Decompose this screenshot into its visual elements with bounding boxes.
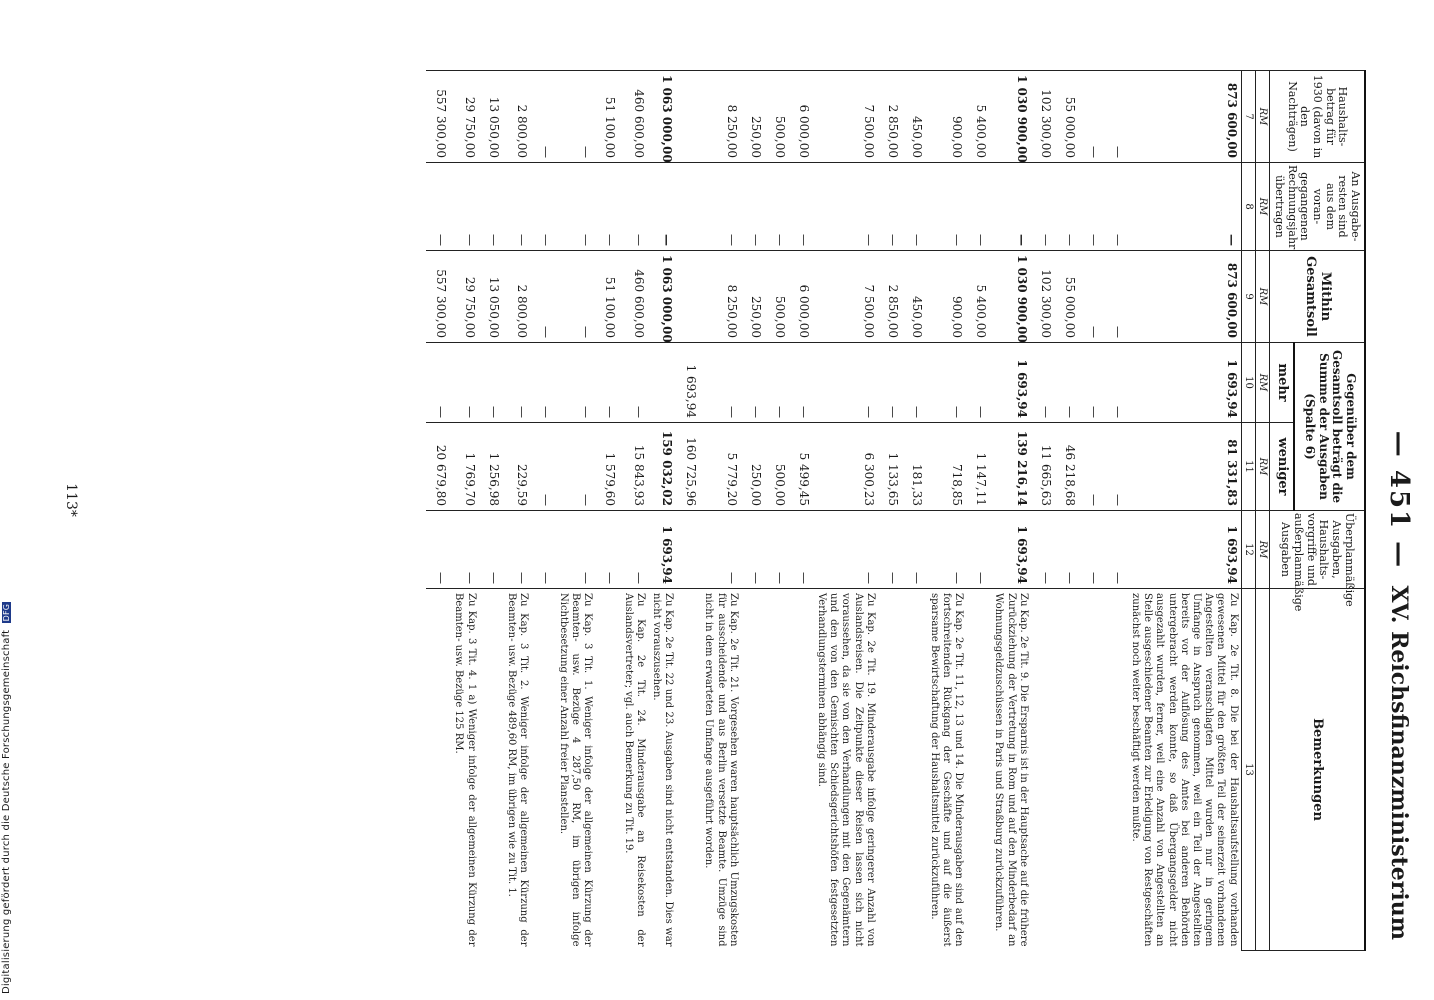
- cell-c10: —: [531, 343, 555, 423]
- cell-c9: 13 050,00: [479, 251, 503, 343]
- cell-c8: —: [990, 163, 1031, 251]
- remark-cell: [595, 589, 619, 951]
- cell-c9: 873 600,00: [1127, 251, 1241, 343]
- remark-cell: Zu Kap. 3 Tit. 4. 1 a) Weniger infolge der allgemeinen Kürzung der Beamten- usw. Bezüge 125 RM.: [450, 589, 478, 951]
- cell-c8: —: [450, 163, 478, 251]
- cell-c8: —: [619, 163, 647, 251]
- cell-c9: 2 850,00: [878, 251, 902, 343]
- cell-c12: —: [902, 511, 926, 589]
- cell-c9: 460 600,00: [619, 251, 647, 343]
- cell-c8: [676, 163, 700, 251]
- remark-cell: [902, 589, 926, 951]
- cell-c9: 1 030 900,00: [990, 251, 1031, 343]
- table-row: [555, 71, 596, 951]
- remark-cell: Zu Kap. 2e Tit. 19. Minderausgabe infolge geringerer Anzahl von Auslandsreisen. Die Zeitpunkte dieser Reisen lassen sich nicht voraussehen, da sie von den Verhandlungen mit den Gegenämtern und den von den Gemischten Schiedsgerichtshöfen festgesetzten Verhandlungsterminen abhängig sind.: [813, 589, 878, 951]
- cell-c10: —: [619, 343, 647, 423]
- cell-c12: —: [1031, 511, 1055, 589]
- cell-c11: 1 579,60: [595, 423, 619, 511]
- table-row: [595, 71, 619, 951]
- cell-c11: 229,59: [503, 423, 531, 511]
- cell-c11: 6 300,23: [813, 423, 878, 511]
- col-number: 11: [1241, 423, 1255, 511]
- remark-cell: Zu Kap. 2e Tit. 24. Minderausgabe an Reisekosten der Auslandsvertreter; vgl. auch Bemerkung zu Tit. 19.: [619, 589, 647, 951]
- remark-cell: Zu Kap. 2e Tit. 9. Die Ersparnis ist in der Hauptsache auf die frühere Zurückziehung der Vertretung in Rom und auf den Minderbedarf an Wohnungsgeldzuschüssen in Paris und Straßburg zurückzuführen.: [990, 589, 1031, 951]
- cell-c8: —: [1055, 163, 1079, 251]
- table-row: [648, 71, 676, 951]
- remark-cell: [1055, 589, 1079, 951]
- remark-cell: Zu Kap. 2e Tit. 8. Die bei der Haushaltsaufstellung vorhanden gewesenen Mittel für den größten Teil der seinerzeit vorhandenen Angestellten veranschlagten Mittel wurden nur in geringem Umfange in Anspruch genommen, weil ein Teil der Angestellten bereits vor der Auflösung des Amtes bei anderen Behörden untergebracht werden konnte, so daß Übergangsgelder nicht ausgezahlt wurden, ferner, weil eine Anzahl von Angestellten an Stelle ausgeschiedener Beamten zur Erledigung von Restgeschäften zunächst noch weiter beschäftigt werden mußte.: [1127, 589, 1241, 951]
- cell-c10: —: [426, 343, 450, 423]
- cell-c11: 250,00: [741, 423, 765, 511]
- cell-c12: —: [789, 511, 813, 589]
- cell-c10: 1 693,94: [990, 343, 1031, 423]
- cell-c11: 11 665,63: [1031, 423, 1055, 511]
- cell-c9: 450,00: [902, 251, 926, 343]
- cell-c7: 500,00: [765, 71, 789, 163]
- cell-c9: 6 000,00: [789, 251, 813, 343]
- cell-c7: 250,00: [741, 71, 765, 163]
- table-row: [1055, 71, 1079, 951]
- cell-c10: —: [813, 343, 878, 423]
- cell-c10: 1 693,94: [1127, 343, 1241, 423]
- table-row: [926, 71, 967, 951]
- cell-c10: —: [700, 343, 741, 423]
- cell-c10: —: [1031, 343, 1055, 423]
- unit-cell: RM: [1255, 251, 1269, 343]
- cell-c7: 557 300,00: [426, 71, 450, 163]
- cell-c9: 55 000,00: [1055, 251, 1079, 343]
- cell-c7: [676, 71, 700, 163]
- unit-cell-empty: [1255, 589, 1269, 951]
- cell-c7: —: [555, 71, 596, 163]
- cell-c9: 500,00: [765, 251, 789, 343]
- cell-c11: 181,33: [902, 423, 926, 511]
- cell-c12: —: [765, 511, 789, 589]
- table-row: [503, 71, 531, 951]
- col-13-header: Bemerkungen: [1269, 589, 1365, 951]
- cell-c7: 8 250,00: [700, 71, 741, 163]
- cell-c8: —: [595, 163, 619, 251]
- cell-c9: —: [1079, 251, 1103, 343]
- cell-c11: —: [555, 423, 596, 511]
- table-row: [966, 71, 990, 951]
- cell-c7: —: [531, 71, 555, 163]
- cell-c12: 1 693,94: [648, 511, 676, 589]
- cell-c8: —: [878, 163, 902, 251]
- cell-c12: —: [619, 511, 647, 589]
- cell-c12: —: [426, 511, 450, 589]
- unit-cell: RM: [1255, 423, 1269, 511]
- col-12-header: Überplanmäßige Ausgaben, Haushalts-vorgriffe und außerplanmäßige Ausgaben: [1269, 511, 1365, 589]
- cell-c11: 81 331,83: [1127, 423, 1241, 511]
- cell-c9: 900,00: [926, 251, 967, 343]
- cell-c12: —: [450, 511, 478, 589]
- cell-c12: [676, 511, 700, 589]
- cell-c8: —: [479, 163, 503, 251]
- cell-c12: —: [1103, 511, 1127, 589]
- col-number: 7: [1241, 71, 1255, 163]
- cell-c7: —: [1079, 71, 1103, 163]
- cell-c8: —: [1103, 163, 1127, 251]
- side-attribution: [0, 0, 26, 1000]
- cell-c9: 102 300,00: [1031, 251, 1055, 343]
- cell-c8: —: [765, 163, 789, 251]
- col-9-header: Mithin Gesamtsoll: [1269, 251, 1365, 343]
- cell-c11: —: [1079, 423, 1103, 511]
- cell-c11: 718,85: [926, 423, 967, 511]
- cell-c10: —: [926, 343, 967, 423]
- cell-c8: —: [1079, 163, 1103, 251]
- header-row: [1294, 71, 1365, 951]
- table-row: [479, 71, 503, 951]
- cell-c11: 5 499,45: [789, 423, 813, 511]
- cell-c11: —: [1103, 423, 1127, 511]
- cell-c11: 1 769,70: [450, 423, 478, 511]
- table-row: [676, 71, 700, 951]
- cell-c11: 1 256,98: [479, 423, 503, 511]
- cell-c10: —: [555, 343, 596, 423]
- col-11-header: weniger: [1269, 423, 1294, 511]
- remark-cell: [531, 589, 555, 951]
- cell-c8: —: [902, 163, 926, 251]
- cell-c9: —: [555, 251, 596, 343]
- cell-c11: 160 725,96: [676, 423, 700, 511]
- remark-cell: Zu Kap. 2e Tit. 21. Vorgesehen waren hauptsächlich Umzugskosten für ausscheidende und aus Berlin versetzte Beamte. Umzüge sind nicht in dem erwarteten Umfange ausgeführt worden.: [700, 589, 741, 951]
- remark-cell: Zu Kap. 2e Tit. 22 und 23. Ausgaben sind nicht entstanden. Dies war nicht vorauszusehen.: [648, 589, 676, 951]
- remark-cell: [789, 589, 813, 951]
- cell-c7: —: [1103, 71, 1127, 163]
- col-10-header: mehr: [1269, 343, 1294, 423]
- cell-c7: 460 600,00: [619, 71, 647, 163]
- cell-c12: —: [531, 511, 555, 589]
- cell-c10: —: [1055, 343, 1079, 423]
- table-row: [619, 71, 647, 951]
- cell-c10: —: [479, 343, 503, 423]
- cell-c7: 2 800,00: [503, 71, 531, 163]
- cell-c11: —: [531, 423, 555, 511]
- cell-c11: 20 679,80: [426, 423, 450, 511]
- table-row: [990, 71, 1031, 951]
- col-8-header: An Ausgabe-resten sind aus dem voran-gegangenen Rechnungsjahr übertragen: [1269, 163, 1365, 251]
- cell-c9: 2 800,00: [503, 251, 531, 343]
- dfg-logo: DFG: [2, 603, 11, 622]
- table-row: [789, 71, 813, 951]
- table-row: [878, 71, 902, 951]
- cell-c7: 873 600,00: [1127, 71, 1241, 163]
- cell-c10: —: [902, 343, 926, 423]
- cell-c7: 900,00: [926, 71, 967, 163]
- col-number: 8: [1241, 163, 1255, 251]
- remark-cell: [878, 589, 902, 951]
- cell-c10: —: [595, 343, 619, 423]
- unit-row: [1255, 71, 1269, 951]
- remark-cell: [1079, 589, 1103, 951]
- remark-cell: [1103, 589, 1127, 951]
- running-head: XV. Reichsfinanzministerium: [1386, 585, 1412, 940]
- cell-c10: —: [878, 343, 902, 423]
- cell-c12: —: [700, 511, 741, 589]
- table-row: [700, 71, 741, 951]
- cell-c9: 5 400,00: [966, 251, 990, 343]
- cell-c9: —: [1103, 251, 1127, 343]
- cell-c12: —: [479, 511, 503, 589]
- cell-c10: —: [765, 343, 789, 423]
- cell-c10: —: [503, 343, 531, 423]
- cell-c7: 1 063 000,00: [648, 71, 676, 163]
- cell-c12: —: [813, 511, 878, 589]
- cell-c12: —: [741, 511, 765, 589]
- page-number: — 451 —: [1384, 430, 1414, 570]
- cell-c12: —: [966, 511, 990, 589]
- cell-c11: 46 218,68: [1055, 423, 1079, 511]
- unit-cell: RM: [1255, 71, 1269, 163]
- cell-c9: 8 250,00: [700, 251, 741, 343]
- cell-c9: —: [531, 251, 555, 343]
- cell-c7: 51 100,00: [595, 71, 619, 163]
- cell-c9: 7 500,00: [813, 251, 878, 343]
- cell-c11: 159 032,02: [648, 423, 676, 511]
- cell-c12: 1 693,94: [1127, 511, 1241, 589]
- attribution-text: Digitalisierung gefördert durch die Deutsche Forschungsgemeinschaft DFG: [1, 603, 12, 994]
- table-row: [741, 71, 765, 951]
- table-row: [1079, 71, 1103, 951]
- page-footer: 113*: [63, 483, 79, 517]
- col-number: 10: [1241, 343, 1255, 423]
- col-7-header: Haushalts-betrag für 1930 (davon in den Nachträgen): [1269, 71, 1365, 163]
- col-number: 12: [1241, 511, 1255, 589]
- remark-cell: [966, 589, 990, 951]
- cell-c7: 1 030 900,00: [990, 71, 1031, 163]
- remark-cell: [1031, 589, 1055, 951]
- unit-cell: RM: [1255, 511, 1269, 589]
- cell-c11: 1 147,11: [966, 423, 990, 511]
- cell-c10: —: [1079, 343, 1103, 423]
- remark-cell: [479, 589, 503, 951]
- col-number: 9: [1241, 251, 1255, 343]
- table-row: [765, 71, 789, 951]
- cell-c7: 13 050,00: [479, 71, 503, 163]
- cell-c9: 250,00: [741, 251, 765, 343]
- remark-cell: [765, 589, 789, 951]
- table-row: [1103, 71, 1127, 951]
- cell-c9: 51 100,00: [595, 251, 619, 343]
- table-row: [531, 71, 555, 951]
- cell-c8: —: [813, 163, 878, 251]
- cell-c12: —: [1055, 511, 1079, 589]
- remark-cell: [676, 589, 700, 951]
- cell-c8: —: [1031, 163, 1055, 251]
- cell-c8: —: [789, 163, 813, 251]
- cell-c10: —: [450, 343, 478, 423]
- cell-c12: —: [555, 511, 596, 589]
- remark-cell: Zu Kap. 3 Tit. 2. Weniger infolge der allgemeinen Kürzung der Beamten- usw. Bezüge 489,60 RM, im übrigen wie zu Tit. 1.: [503, 589, 531, 951]
- cell-c7: 55 000,00: [1055, 71, 1079, 163]
- cell-c12: 1 693,94: [990, 511, 1031, 589]
- unit-cell: RM: [1255, 343, 1269, 423]
- cell-c8: —: [503, 163, 531, 251]
- cell-c12: —: [878, 511, 902, 589]
- table-row: [1127, 71, 1241, 951]
- cell-c9: 557 300,00: [426, 251, 450, 343]
- cell-c8: —: [555, 163, 596, 251]
- cell-c10: 1 693,94: [676, 343, 700, 423]
- budget-table: [426, 70, 1366, 951]
- cell-c7: 29 750,00: [450, 71, 478, 163]
- cell-c10: —: [741, 343, 765, 423]
- cell-c10: —: [966, 343, 990, 423]
- cell-c10: —: [789, 343, 813, 423]
- cell-c11: 15 843,93: [619, 423, 647, 511]
- cell-c11: 139 216,14: [990, 423, 1031, 511]
- cell-c7: 102 300,00: [1031, 71, 1055, 163]
- cell-c7: 7 500,00: [813, 71, 878, 163]
- group-header: Gegenüber dem Gesamtsoll beträgt die Summe der Ausgaben (Spalte 6): [1294, 343, 1365, 511]
- cell-c7: 450,00: [902, 71, 926, 163]
- cell-c10: [648, 343, 676, 423]
- cell-c9: 29 750,00: [450, 251, 478, 343]
- cell-c8: —: [1127, 163, 1241, 251]
- cell-c11: 1 133,65: [878, 423, 902, 511]
- table-body: [426, 71, 1241, 951]
- cell-c11: 500,00: [765, 423, 789, 511]
- remark-cell: Zu Kap. 3 Tit. 1. Weniger infolge der allgemeinen Kürzung der Beamten- usw. Bezüge 4 287,50 RM, im übrigen infolge Nichtbesetzung einer Anzahl freier Planstellen.: [555, 589, 596, 951]
- cell-c8: —: [426, 163, 450, 251]
- cell-c12: —: [503, 511, 531, 589]
- rotated-page: [34, 0, 1434, 1000]
- cell-c9: [676, 251, 700, 343]
- cell-c8: —: [531, 163, 555, 251]
- unit-cell: RM: [1255, 163, 1269, 251]
- cell-c11: 5 779,20: [700, 423, 741, 511]
- col-number: 13: [1241, 589, 1255, 951]
- cell-c12: —: [595, 511, 619, 589]
- remark-cell: Zu Kap. 2e Tit. 11, 12, 13 und 14. Die Minderausgaben sind auf den fortschreitenden Rückgang der Geschäfte und auf die äußerst sparsame Bewirtschaftung der Haushaltsmittel zurückzuführen.: [926, 589, 967, 951]
- table-row: [426, 71, 450, 951]
- remark-cell: [426, 589, 450, 951]
- cell-c7: 2 850,00: [878, 71, 902, 163]
- table-row: [450, 71, 478, 951]
- cell-c8: —: [966, 163, 990, 251]
- table-row: [1031, 71, 1055, 951]
- column-number-row: [1241, 71, 1255, 951]
- cell-c12: —: [1079, 511, 1103, 589]
- cell-c8: —: [741, 163, 765, 251]
- cell-c7: 6 000,00: [789, 71, 813, 163]
- cell-c12: —: [926, 511, 967, 589]
- cell-c8: —: [648, 163, 676, 251]
- cell-c7: 5 400,00: [966, 71, 990, 163]
- table-row: [902, 71, 926, 951]
- remark-cell: [741, 589, 765, 951]
- cell-c8: —: [700, 163, 741, 251]
- cell-c9: 1 063 000,00: [648, 251, 676, 343]
- cell-c8: —: [926, 163, 967, 251]
- cell-c10: —: [1103, 343, 1127, 423]
- table-row: [813, 71, 878, 951]
